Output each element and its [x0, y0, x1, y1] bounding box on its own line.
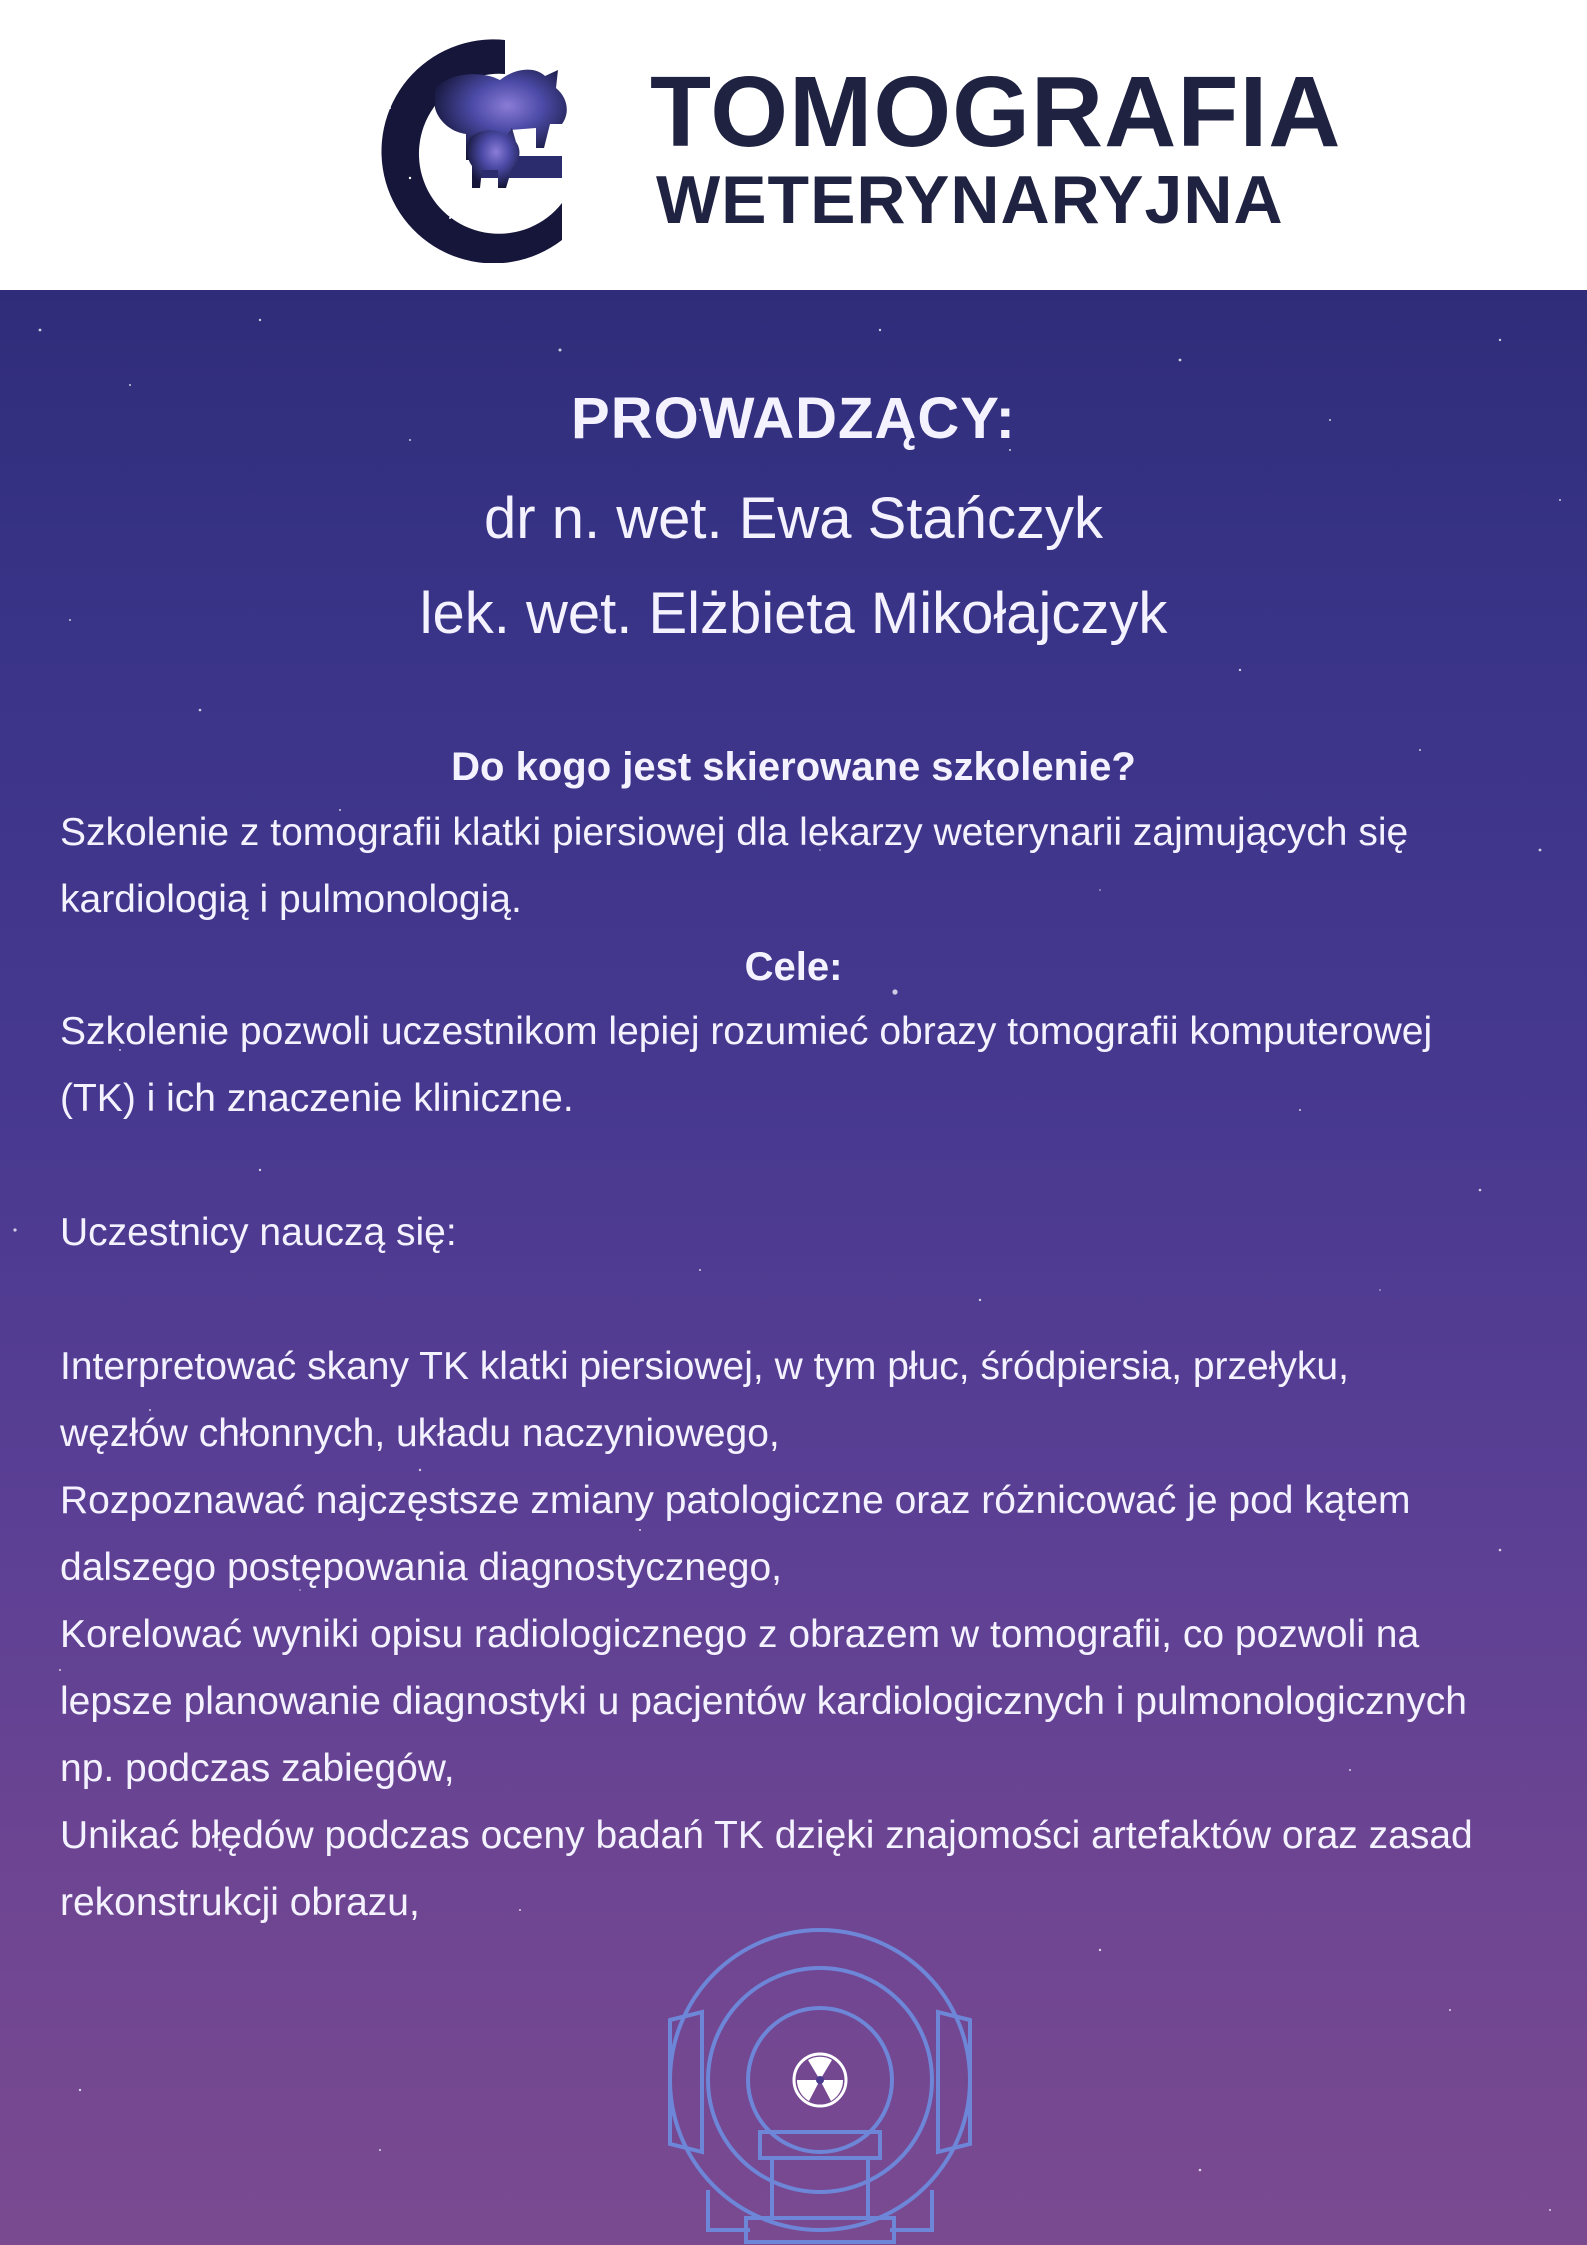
body-line: kardiologią i pulmonologią. — [60, 878, 522, 921]
goals-heading: Cele: — [744, 945, 843, 989]
brand-subtitle: WETERYNARYJNA — [656, 162, 1284, 238]
brand-title: TOMOGRAFIA — [650, 56, 1342, 168]
radiation-icon — [794, 2054, 846, 2106]
list-item: Interpretować skany TK klatki piersiowej, w tym płuc, śródpiersia, przełyku, — [60, 1345, 1349, 1388]
list-item: lepsze planowanie diagnostyki u pacjentów kardiologicznych i pulmonologicznych — [60, 1680, 1467, 1723]
learn-heading: Uczestnicy nauczą się: — [60, 1211, 457, 1254]
instructor-name: lek. wet. Elżbieta Mikołajczyk — [419, 581, 1168, 646]
list-item: węzłów chłonnych, układu naczyniowego, — [60, 1412, 780, 1455]
list-item: Rozpoznawać najczęstsze zmiany patologiczne oraz różnicować je pod kątem — [60, 1479, 1411, 1522]
list-item: rekonstrukcji obrazu, — [60, 1881, 420, 1924]
list-item: Korelować wyniki opisu radiologicznego z obrazem w tomografii, co pozwoli na — [60, 1613, 1420, 1656]
content-panel — [0, 290, 1587, 2245]
instructor-name: dr n. wet. Ewa Stańczyk — [484, 486, 1103, 551]
body-line: Szkolenie z tomografii klatki piersiowej dla lekarzy weterynarii zajmujących się — [60, 811, 1409, 854]
body-line: (TK) i ich znaczenie kliniczne. — [60, 1077, 574, 1120]
instructors-heading: PROWADZĄCY: — [571, 386, 1016, 451]
header — [0, 0, 1587, 290]
dog-cat-silhouette-logo-icon — [330, 28, 620, 263]
list-item: Unikać błędów podczas oceny badań TK dzięki znajomości artefaktów oraz zasad — [60, 1814, 1473, 1857]
audience-heading: Do kogo jest skierowane szkolenie? — [451, 745, 1136, 789]
list-item: dalszego postępowania diagnostycznego, — [60, 1546, 783, 1589]
ct-scanner-icon — [660, 1920, 980, 2245]
list-item: np. podczas zabiegów, — [60, 1747, 455, 1790]
body-line: Szkolenie pozwoli uczestnikom lepiej rozumieć obrazy tomografii komputerowej — [60, 1010, 1433, 1053]
